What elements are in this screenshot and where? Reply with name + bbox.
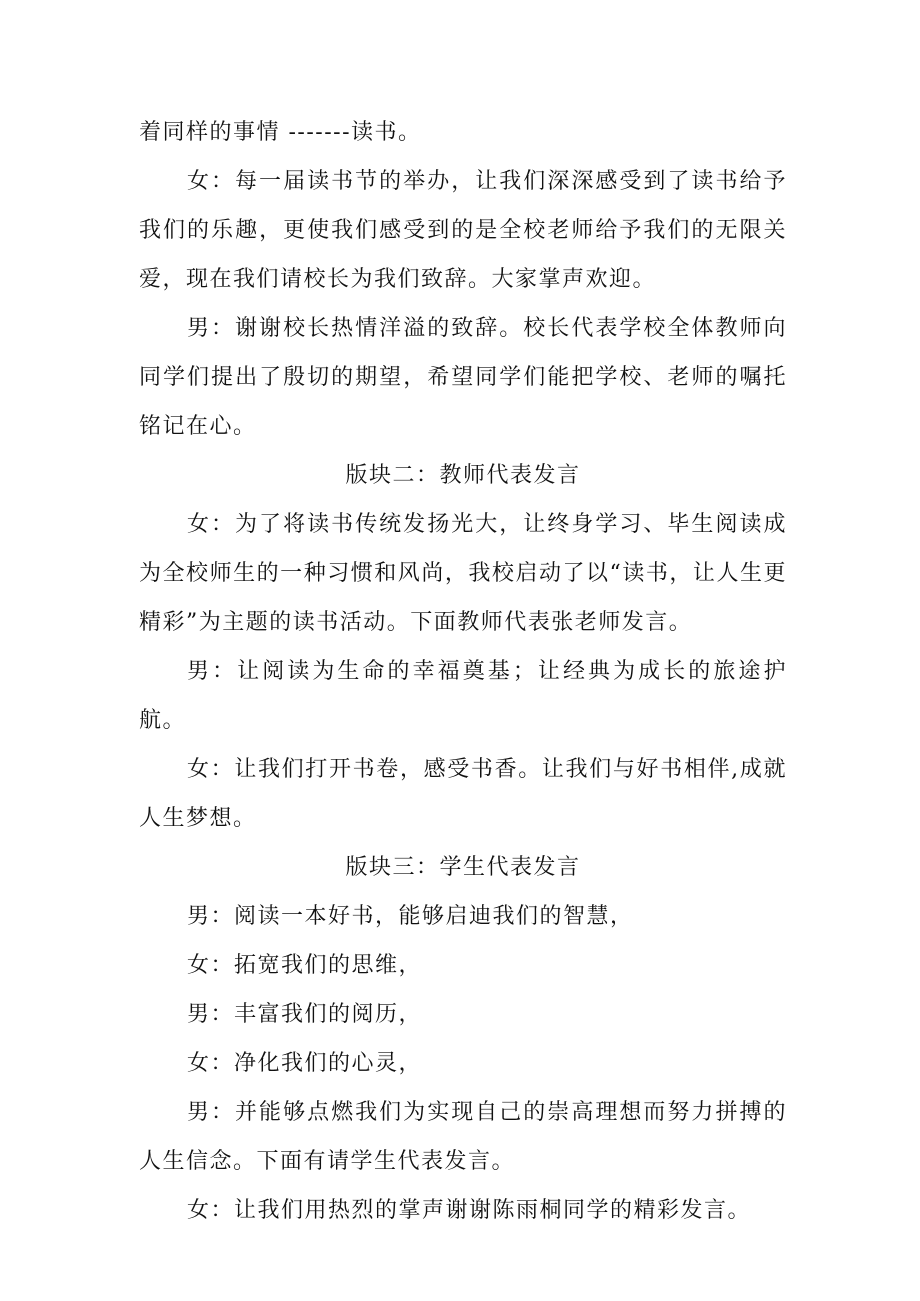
paragraph-female-thinking: 女：拓宽我们的思维， [187,953,423,978]
document-body [139,108,787,1235]
section-heading-student-speech: 版块三：学生代表发言 [345,855,581,880]
paragraph-continuation: 着同样的事情 -------读书。 [139,120,422,145]
paragraph-female-soul: 女：净化我们的心灵， [187,1051,423,1076]
paragraph-male-thanks-principal: 男：谢谢校长热情洋溢的致辞。校长代表学校全体教师向同学们提出了殷切的期望，希望同学们能把学校、老师的嘱托铭记在心。 [139,316,787,439]
paragraph-female-thanks-student: 女：让我们用热烈的掌声谢谢陈雨桐同学的精彩发言。 [187,1198,752,1223]
paragraph-male-experience: 男：丰富我们的阅历， [187,1002,423,1027]
paragraph-male-reading-foundation: 男：让阅读为生命的幸福奠基；让经典为成长的旅途护航。 [139,659,787,733]
paragraph-male-wisdom: 男：阅读一本好书，能够启迪我们的智慧， [187,904,634,929]
section-heading-teacher-speech: 版块二：教师代表发言 [345,463,581,488]
paragraph-female-open-books: 女：让我们打开书卷，感受书香。让我们与好书相伴,成就人生梦想。 [139,757,787,831]
paragraph-female-intro-teacher: 女：为了将读书传统发扬光大，让终身学习、毕生阅读成为全校师生的一种习惯和风尚，我校启动了以“读书，让人生更精彩”为主题的读书活动。下面教师代表张老师发言。 [139,512,787,635]
paragraph-female-intro-principal: 女：每一届读书节的举办，让我们深深感受到了读书给予我们的乐趣，更使我们感受到的是全校老师给予我们的无限关爱，现在我们请校长为我们致辞。大家掌声欢迎。 [139,169,787,292]
paragraph-male-intro-student: 男：并能够点燃我们为实现自己的崇高理想而努力拼搏的人生信念。下面有请学生代表发言。 [139,1100,787,1174]
